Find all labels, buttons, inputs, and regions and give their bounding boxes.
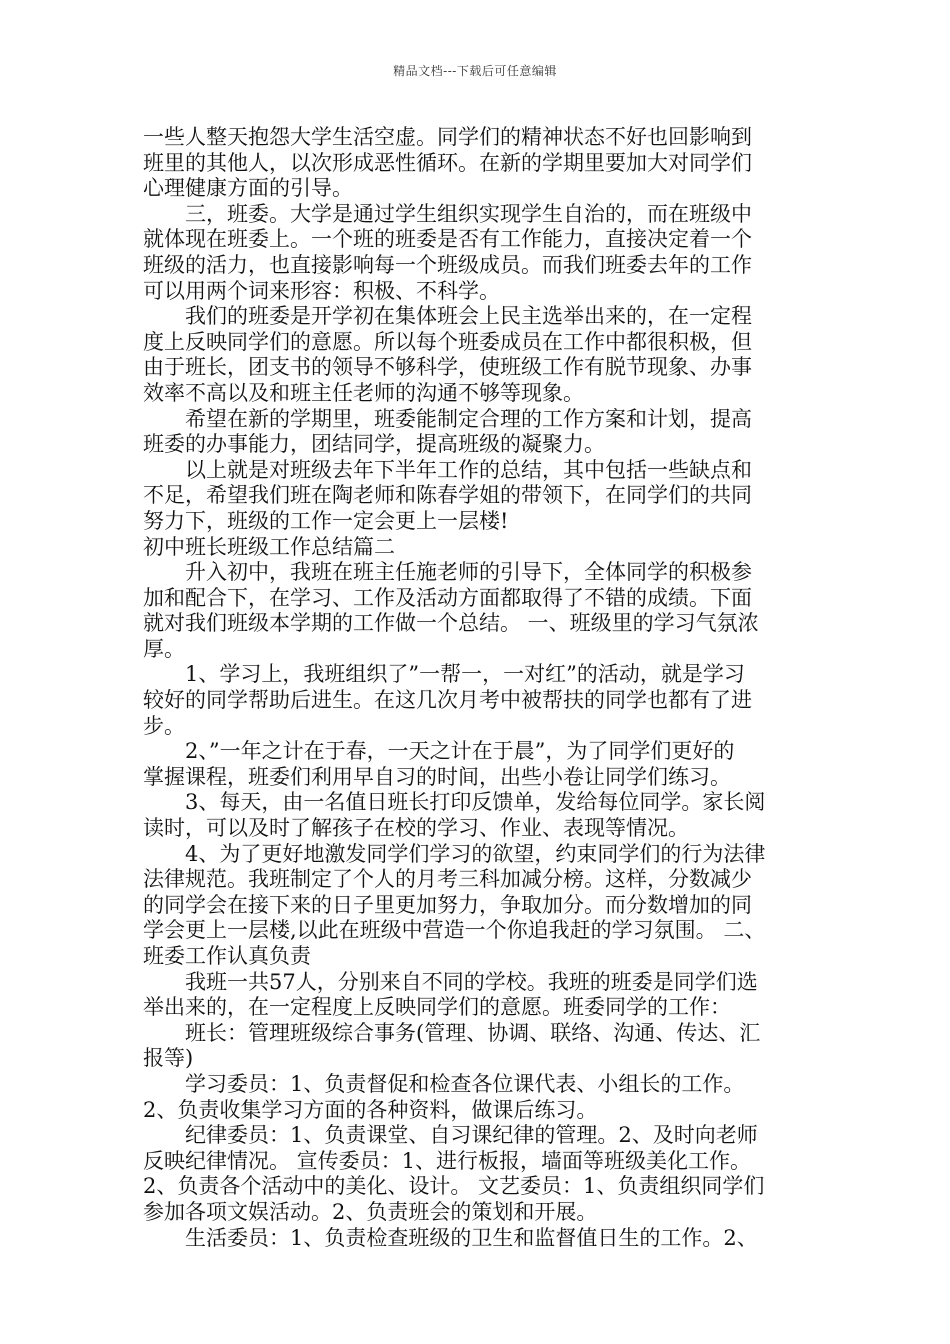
text-line: 不足，希望我们班在陶老师和陈春学姐的带领下，在同学们的共同 <box>143 483 752 508</box>
text-line: 以上就是对班级去年下半年工作的总结，其中包括一些缺点和 <box>143 457 752 482</box>
text-line: 学习委员：1、负责督促和检查各位课代表、小组长的工作。 <box>143 1071 745 1096</box>
text-line: 班里的其他人，以次形成恶性循环。在新的学期里要加大对同学们 <box>143 150 752 175</box>
text-line: 努力下，班级的工作一定会更上一层楼! <box>143 508 509 533</box>
text-line: 班长：管理班级综合事务(管理、协调、联络、沟通、传达、汇 <box>143 1020 761 1045</box>
text-line: 反映纪律情况。 宣传委员：1、进行板报，墙面等班级美化工作。 <box>143 1148 752 1173</box>
text-line: 生活委员：1、负责检查班级的卫生和监督值日生的工作。2、 <box>143 1225 758 1250</box>
text-line: 班委的办事能力，团结同学，提高班级的凝聚力。 <box>143 432 605 457</box>
text-line: 度上反映同学们的意愿。所以每个班委成员在工作中都很积极，但 <box>143 329 752 354</box>
text-line: 心理健康方面的引导。 <box>143 176 353 201</box>
text-line: 1、学习上，我班组织了”一帮一，一对红”的活动，就是学习 <box>143 662 745 687</box>
text-line: 可以用两个词来形容：积极、不科学。 <box>143 278 500 303</box>
text-line: 4、为了更好地激发同学们学习的欲望，约束同学们的行为法律 <box>143 841 766 866</box>
text-line: 初中班长班级工作总结篇二 <box>143 534 395 559</box>
text-line: 3、每天，由一名值日班长打印反馈单，发给每位同学。家长阅 <box>143 790 766 815</box>
text-line: 纪律委员：1、负责课堂、自习课纪律的管理。2、及时向老师 <box>143 1123 758 1148</box>
text-line: 法律规范。我班制定了个人的月考三科加减分榜。这样，分数减少 <box>143 867 752 892</box>
text-line: 加和配合下，在学习、工作及活动方面都取得了不错的成绩。下面 <box>143 585 752 610</box>
text-line: 希望在新的学期里，班委能制定合理的工作方案和计划，提高 <box>143 406 752 431</box>
text-line: 读时，可以及时了解孩子在校的学习、作业、表现等情况。 <box>143 816 689 841</box>
text-line: 效率不高以及和班主任老师的沟通不够等现象。 <box>143 380 584 405</box>
text-line: 学会更上一层楼,以此在班级中营造一个你追我赶的学习氛围。 二、 <box>143 918 766 943</box>
text-line: 我们的班委是开学初在集体班会上民主选举出来的，在一定程 <box>143 304 752 329</box>
text-line: 班级的活力，也直接影响每一个班级成员。而我们班委去年的工作 <box>143 252 752 277</box>
document-body <box>143 125 815 1251</box>
text-line: 2、负责收集学习方面的各种资料，做课后练习。 <box>143 1097 598 1122</box>
text-line: 举出来的，在一定程度上反映同学们的意愿。班委同学的工作： <box>143 995 731 1020</box>
text-line: 较好的同学帮助后进生。在这几次月考中被帮扶的同学也都有了进 <box>143 688 752 713</box>
text-line: 我班一共57人，分别来自不同的学校。我班的班委是同学们选 <box>143 969 758 994</box>
text-line: 步。 <box>143 713 185 738</box>
text-line: 三，班委。大学是通过学生组织实现学生自治的，而在班级中 <box>143 201 752 226</box>
text-line: 由于班长，团支书的领导不够科学，使班级工作有脱节现象、办事 <box>143 355 752 380</box>
text-line: 参加各项文娱活动。2、负责班会的策划和开展。 <box>143 1199 598 1224</box>
text-line: 厚。 <box>143 636 185 661</box>
text-line: 2、”一年之计在于春，一天之计在于晨”，为了同学们更好的 <box>143 739 735 764</box>
text-line: 班委工作认真负责 <box>143 944 311 968</box>
text-line: 掌握课程，班委们利用早自习的时间，出些小卷让同学们练习。 <box>143 764 731 789</box>
text-line: 就体现在班委上。一个班的班委是否有工作能力，直接决定着一个 <box>143 227 752 252</box>
page-header: 精品文档---下载后可任意编辑 <box>393 64 557 78</box>
text-line: 的同学会在接下来的日子里更加努力，争取加分。而分数增加的同 <box>143 892 752 917</box>
text-line: 就对我们班级本学期的工作做一个总结。 一、班级里的学习气氛浓 <box>143 611 759 636</box>
text-line: 2、负责各个活动中的美化、设计。 文艺委员：1、负责组织同学们 <box>143 1174 765 1199</box>
text-line: 升入初中，我班在班主任施老师的引导下，全体同学的积极参 <box>143 560 752 585</box>
text-line: 一些人整天抱怨大学生活空虚。同学们的精神状态不好也回影响到 <box>143 125 752 149</box>
text-line: 报等) <box>143 1046 194 1071</box>
